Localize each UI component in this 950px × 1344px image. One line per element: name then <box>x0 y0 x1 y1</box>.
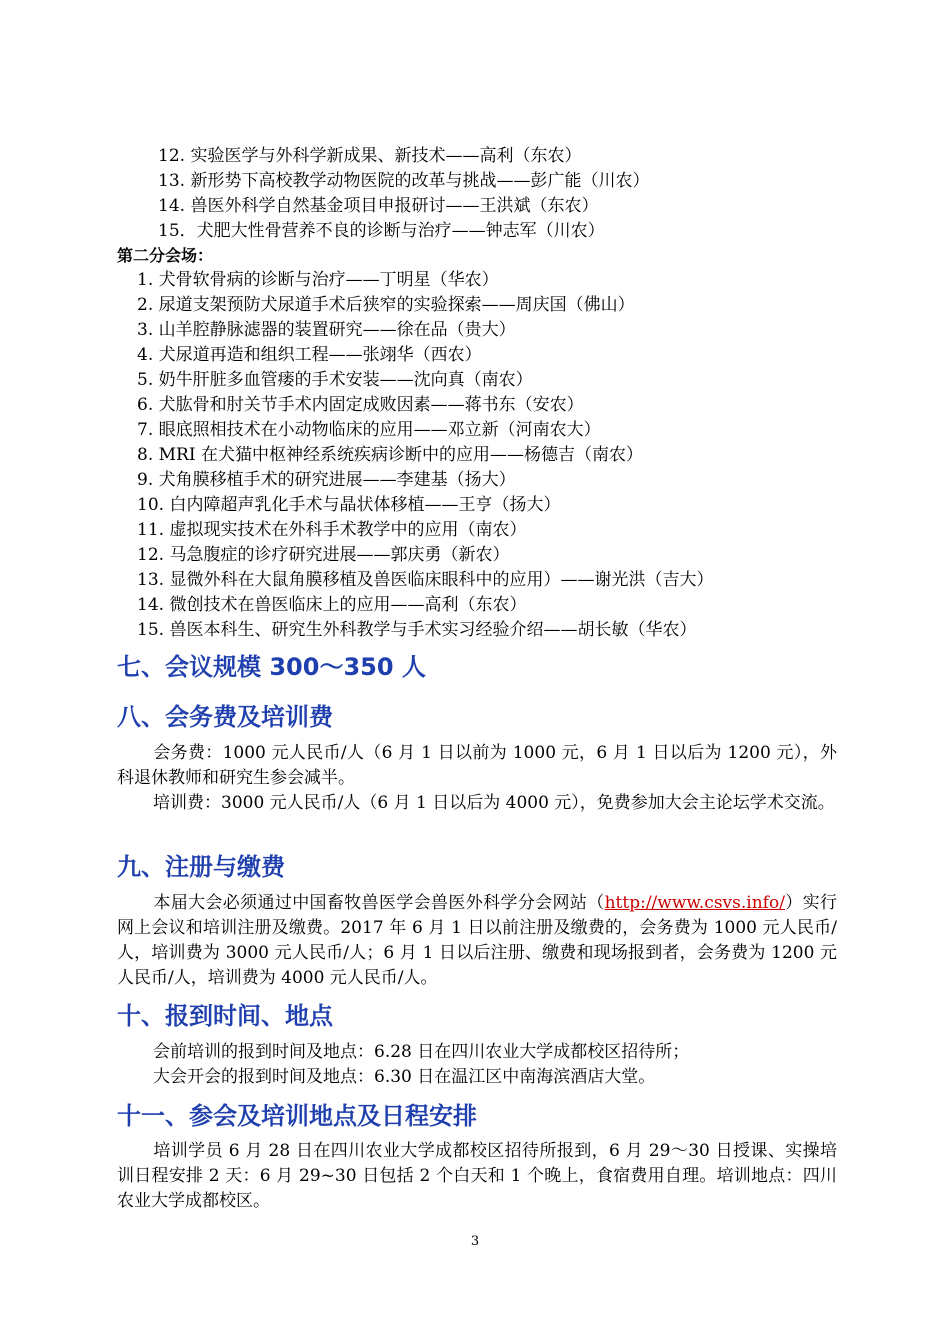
registration-text-before: 本届大会必须通过中国畜牧兽医学会兽医外科学分会网站（ <box>153 893 605 913</box>
list-item: 9. 犬角膜移植手术的研究进展——李建基（扬大） <box>137 470 516 490</box>
website-link[interactable]: http://www.csvs.info/ <box>604 893 785 913</box>
training-fee-paragraph <box>117 791 837 816</box>
section-heading-registration: 九、注册与缴费 <box>117 853 285 881</box>
list-item: 15．犬肥大性骨营养不良的诊断与治疗——钟志军（川农） <box>158 221 605 241</box>
training-checkin-line: 会前培训的报到时间及地点：6.28 日在四川农业大学成都校区招待所； <box>153 1042 690 1062</box>
list-item: 1. 犬骨软骨病的诊断与治疗——丁明星（华农） <box>137 270 499 290</box>
section-heading-fees: 八、会务费及培训费 <box>117 703 333 731</box>
list-item: 11. 虚拟现实技术在外科手术教学中的应用（南农） <box>137 520 527 540</box>
registration-text-after: ）实行网上会议和培训注册及缴费。2017 年 6 月 1 日以前注册及缴费的，会务费为 1000 元人民币/人，培训费为 3000 元人民币/人；6 月 1 日以后注册、缴费和现场报到者，会务费为 1200 元人民币/人，培训费为 4000 元人民币/人。 <box>117 893 838 988</box>
conference-checkin-line: 大会开会的报到时间及地点：6.30 日在温江区中南海滨酒店大堂。 <box>153 1067 656 1087</box>
list-item: 15. 兽医本科生、研究生外科教学与手术实习经验介绍——胡长敏（华农） <box>137 620 697 640</box>
list-item: 8. MRI 在犬猫中枢神经系统疾病诊断中的应用——杨德吉（南农） <box>137 445 643 465</box>
list-item: 12. 马急腹症的诊疗研究进展——郭庆勇（新农） <box>137 545 510 565</box>
section-heading-schedule: 十一、参会及培训地点及日程安排 <box>117 1102 477 1130</box>
second-venue-heading: 第二分会场： <box>117 246 214 265</box>
list-item: 3. 山羊腔静脉滤器的装置研究——徐在品（贵大） <box>137 320 516 340</box>
list-item: 14. 微创技术在兽医临床上的应用——高利（东农） <box>137 595 527 615</box>
list-item: 5. 奶牛肝脏多血管瘘的手术安装——沈向真（南农） <box>137 370 533 390</box>
registration-paragraph <box>117 891 837 991</box>
section-heading-scale: 七、会议规模 300～350 人 <box>117 653 426 681</box>
section-heading-checkin: 十、报到时间、地点 <box>117 1002 333 1030</box>
list-item: 6. 犬肱骨和肘关节手术内固定成败因素——蒋书东（安农） <box>137 395 584 415</box>
list-item: 10. 白内障超声乳化手术与晶状体移植——王亨（扬大） <box>137 495 561 515</box>
list-item: 2. 尿道支架预防犬尿道手术后狭窄的实验探索——周庆国（佛山） <box>137 295 635 315</box>
list-item: 4. 犬尿道再造和组织工程——张翊华（西农） <box>137 345 482 365</box>
conference-fee-text: 会务费：1000 元人民币/人（6 月 1 日以前为 1000 元，6 月 1 日以后为 1200 元），外科退休教师和研究生参会减半。 <box>117 743 837 788</box>
list-item: 14. 兽医外科学自然基金项目申报研讨——王洪斌（东农） <box>158 196 599 216</box>
page-number: 3 <box>470 1234 480 1249</box>
conference-fee-paragraph <box>117 741 837 791</box>
list-item: 13. 显微外科在大鼠角膜移植及兽医临床眼科中的应用）——谢光洪（吉大） <box>137 570 714 590</box>
list-item: 12. 实验医学与外科学新成果、新技术——高利（东农） <box>158 146 582 166</box>
training-fee-text: 培训费：3000 元人民币/人（6 月 1 日以后为 4000 元），免费参加大会主论坛学术交流。 <box>153 793 835 813</box>
schedule-paragraph <box>117 1139 837 1214</box>
list-item: 7. 眼底照相技术在小动物临床的应用——邓立新（河南农大） <box>137 420 601 440</box>
schedule-text: 培训学员 6 月 28 日在四川农业大学成都校区招待所报到，6 月 29～30 日授课、实操培训日程安排 2 天：6 月 29~30 日包括 2 个白天和 1 个晚上，食宿费用自理。培训地点：四川农业大学成都校区。 <box>117 1141 837 1211</box>
list-item: 13. 新形势下高校教学动物医院的改革与挑战——彭广能（川农） <box>158 171 650 191</box>
